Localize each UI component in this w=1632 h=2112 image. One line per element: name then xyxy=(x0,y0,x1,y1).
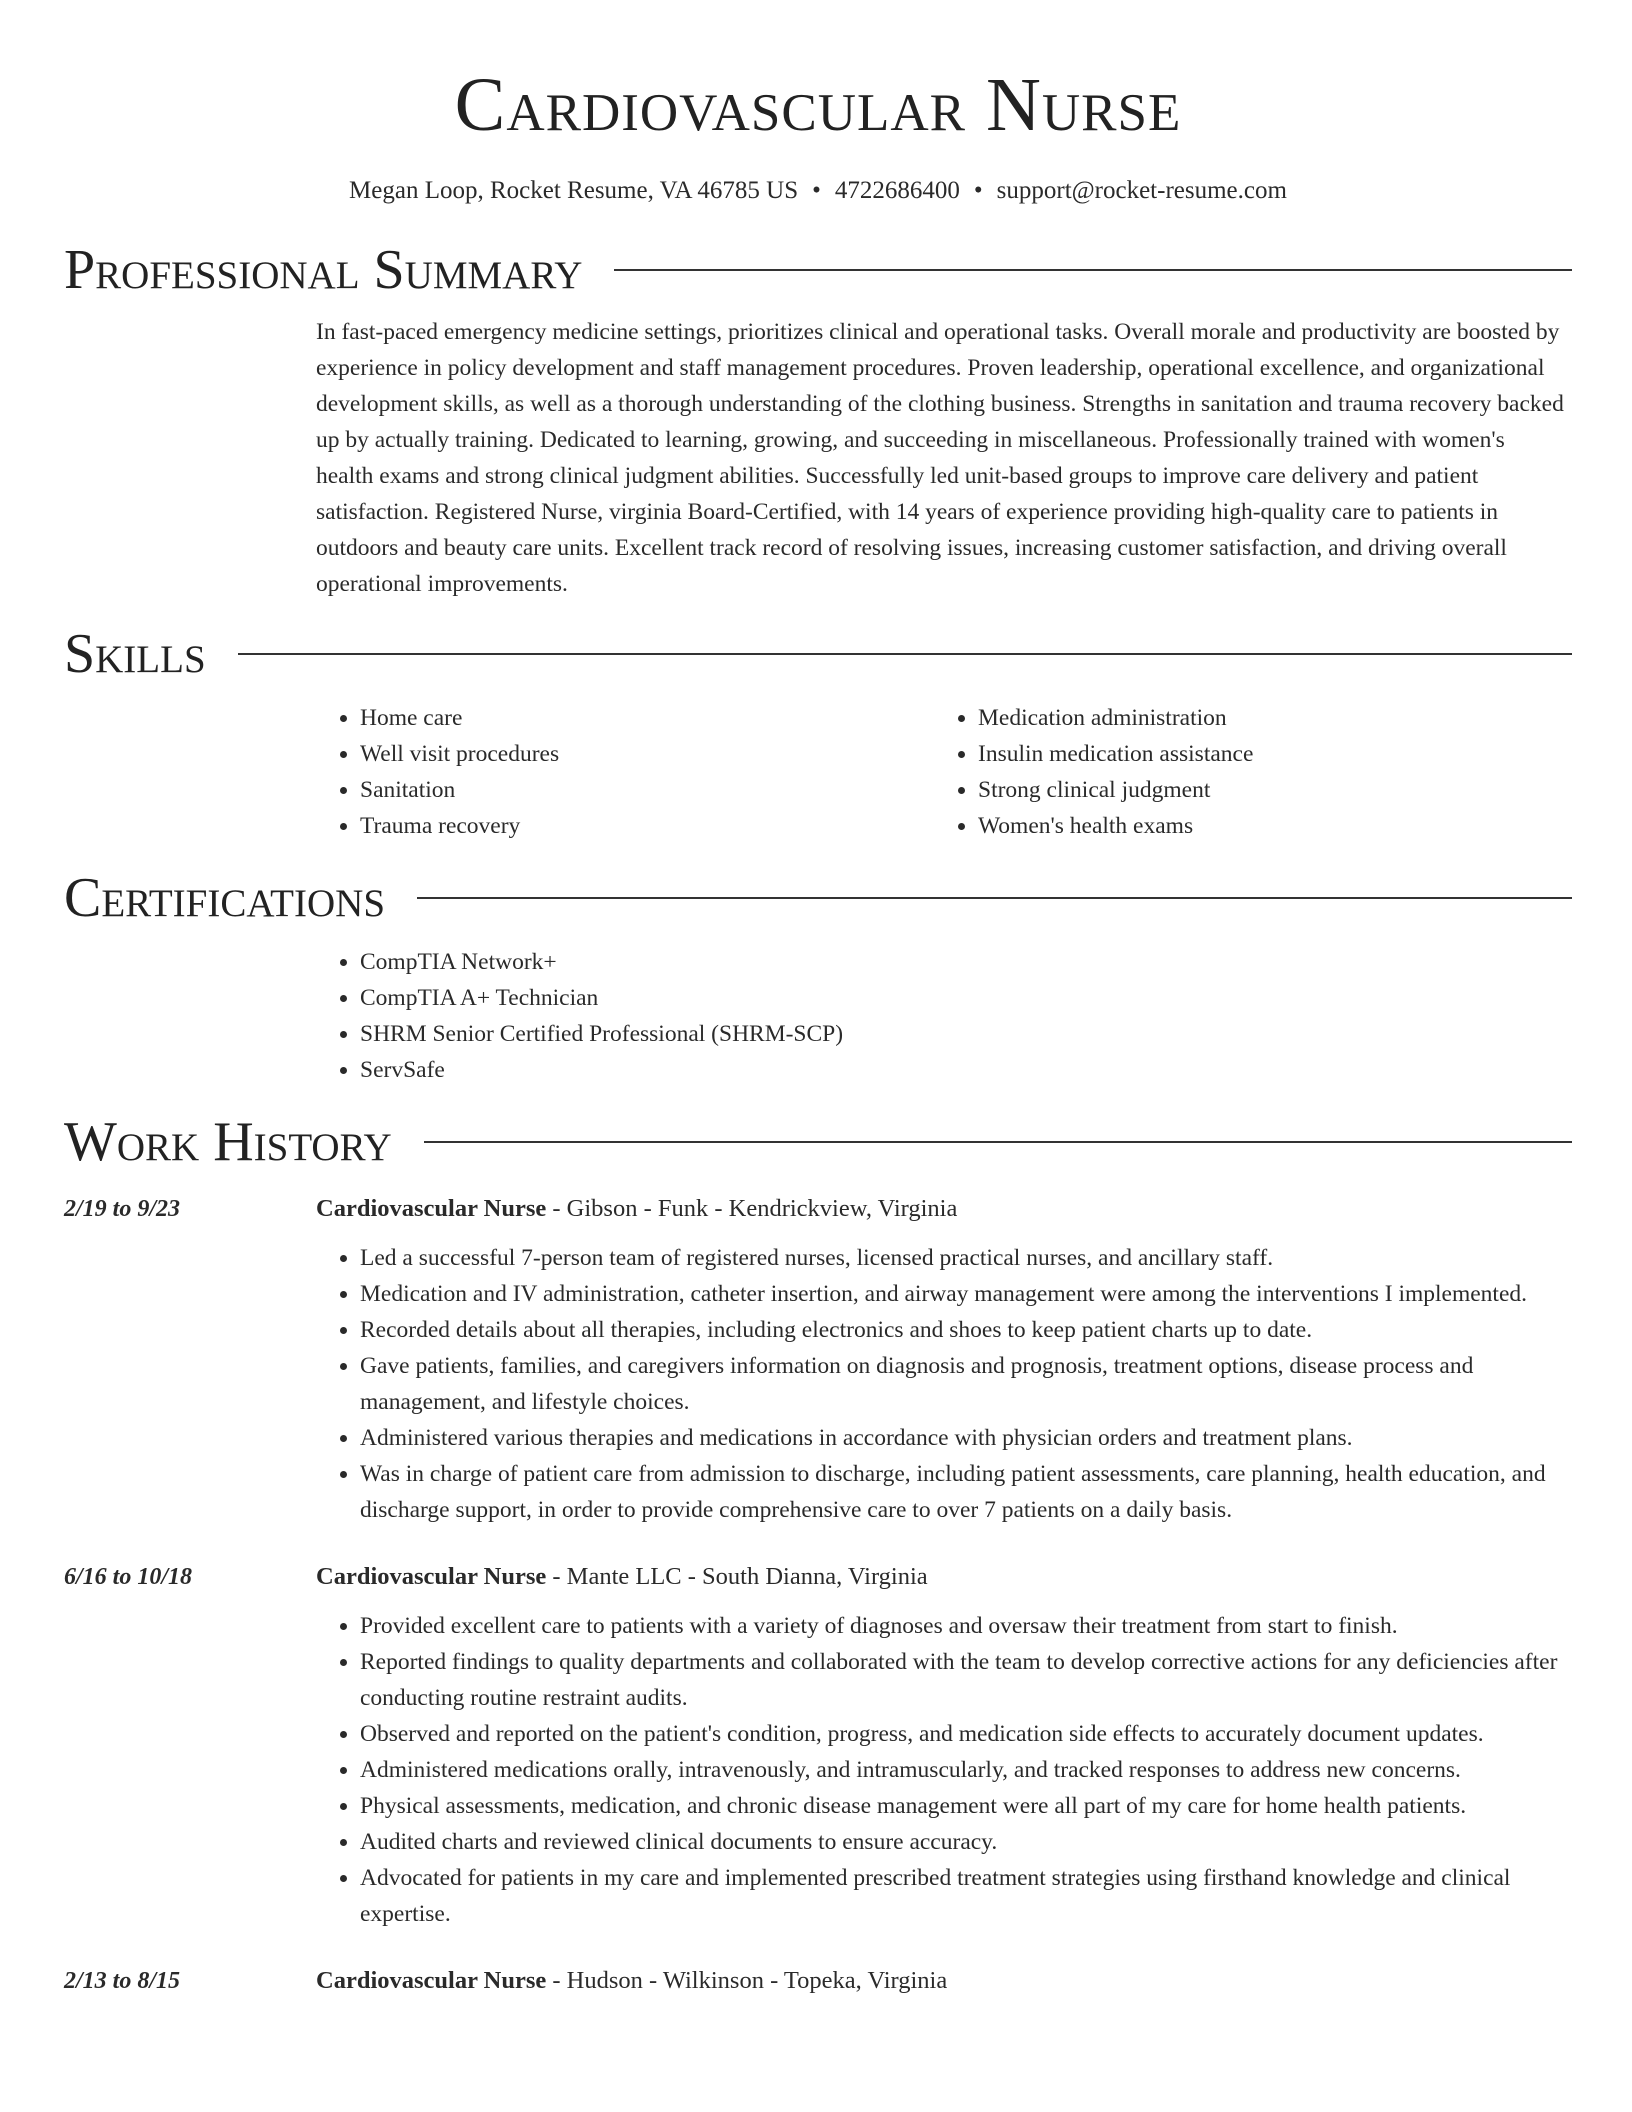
job-title: Cardiovascular Nurse xyxy=(316,1563,547,1590)
resume-page xyxy=(64,0,1572,2012)
skill-item: • Well visit procedures xyxy=(360,736,934,772)
contact-email: support@rocket-resume.com xyxy=(996,177,1287,204)
certification-item: • SHRM Senior Certified Professional (SHRM-SCP) xyxy=(360,1016,1572,1052)
skill-item: • Sanitation xyxy=(360,772,934,808)
job-bullet: • Physical assessments, medication, and chronic disease management were all part of my care for home health patients. xyxy=(360,1788,1572,1824)
job-bullets xyxy=(316,1240,1572,1528)
section-divider xyxy=(614,269,1572,271)
summary-heading: Professional Summary xyxy=(64,239,583,301)
skill-item: • Medication administration xyxy=(978,700,1552,736)
skills-header xyxy=(64,622,1572,686)
certifications-header xyxy=(64,866,1572,930)
work-history-heading: Work History xyxy=(64,1111,392,1173)
certification-item: • CompTIA A+ Technician xyxy=(360,980,1572,1016)
job-employer: - Mante LLC - South Dianna, Virginia xyxy=(546,1563,928,1590)
job-heading xyxy=(316,1190,1572,1228)
job-entry xyxy=(64,1962,1572,2012)
job-dates: 2/13 to 8/15 xyxy=(64,1968,181,1994)
summary-text: In fast-paced emergency medicine settings, prioritizes clinical and operational tasks. Overall morale and productivity are boosted by experience in policy development and staff management procedures. Proven leadership, operational excellence, and organizational development skills, as well as a thorough understanding of the clothing business. Strengths in sanitation and trauma recovery backed up by actually training. Dedicated to learning, growing, and succeeding in miscellaneous. Professionally trained with women's health exams and strong clinical judgment abilities. Successfully led unit-based groups to improve care delivery and patient satisfaction. Registered Nurse, virginia Board-Certified, with 14 years of experience providing high-quality care to patients in outdoors and beauty care units. Excellent track record of resolving issues, increasing customer satisfaction, and driving overall operational improvements. xyxy=(316,319,1564,597)
work-history-header xyxy=(64,1110,1572,1174)
job-bullet: • Reported findings to quality departments and collaborated with the team to develop corrective actions for any deficiencies after conducting routine restraint audits. xyxy=(360,1644,1572,1716)
contact-line xyxy=(64,174,1572,208)
contact-separator: • xyxy=(812,177,821,204)
job-bullet: • Advocated for patients in my care and implemented prescribed treatment strategies using firsthand knowledge and clinical expertise. xyxy=(360,1860,1572,1932)
job-bullet: • Audited charts and reviewed clinical documents to ensure accuracy. xyxy=(360,1824,1572,1860)
skills-section xyxy=(64,622,1572,844)
skills-column-right xyxy=(934,700,1552,844)
job-employer: - Hudson - Wilkinson - Topeka, Virginia xyxy=(546,1967,948,1994)
job-bullet: • Observed and reported on the patient's condition, progress, and medication side effects to accurately document updates. xyxy=(360,1716,1572,1752)
job-body xyxy=(316,1962,1572,2012)
job-bullet: • Recorded details about all therapies, including electronics and shoes to keep patient charts up to date. xyxy=(360,1312,1572,1348)
job-bullet: • Provided excellent care to patients with a variety of diagnoses and oversaw their treatment from start to finish. xyxy=(360,1608,1572,1644)
job-title: Cardiovascular Nurse xyxy=(316,1195,547,1222)
skill-item: • Trauma recovery xyxy=(360,808,934,844)
certifications-list xyxy=(316,944,1572,1088)
summary-section xyxy=(64,238,1572,602)
job-entry xyxy=(64,1190,1572,1528)
job-heading xyxy=(316,1558,1572,1596)
work-history-section xyxy=(64,1110,1572,2012)
job-dates: 2/19 to 9/23 xyxy=(64,1196,181,1222)
skills-heading: Skills xyxy=(64,623,206,685)
job-body xyxy=(316,1190,1572,1528)
job-bullet: • Administered medications orally, intravenously, and intramuscularly, and tracked responses to address new concerns. xyxy=(360,1752,1572,1788)
certifications-heading: Certifications xyxy=(64,867,386,929)
skills-grid xyxy=(316,700,1572,844)
certification-item: • ServSafe xyxy=(360,1052,1572,1088)
skills-column-left xyxy=(316,700,934,844)
job-dates: 6/16 to 10/18 xyxy=(64,1564,193,1590)
job-body xyxy=(316,1558,1572,1932)
skill-item: • Home care xyxy=(360,700,934,736)
contact-phone: 4722686400 xyxy=(834,177,960,204)
job-bullet: • Gave patients, families, and caregivers information on diagnosis and prognosis, treatment options, disease process and management, and lifestyle choices. xyxy=(360,1348,1572,1420)
job-entry xyxy=(64,1558,1572,1932)
job-bullets xyxy=(316,1608,1572,1932)
summary-header xyxy=(64,238,1572,302)
section-divider xyxy=(424,1141,1572,1143)
certifications-section xyxy=(64,866,1572,1088)
contact-separator: • xyxy=(973,177,983,204)
job-bullet: • Was in charge of patient care from admission to discharge, including patient assessments, care planning, health education, and discharge support, in order to provide comprehensive care to over 7 patients on a daily basis. xyxy=(360,1456,1572,1528)
section-divider xyxy=(238,653,1572,655)
certification-item: • CompTIA Network+ xyxy=(360,944,1572,980)
job-heading xyxy=(316,1962,1572,2000)
skill-item: • Women's health exams xyxy=(978,808,1552,844)
job-bullet: • Administered various therapies and medications in accordance with physician orders and treatment plans. xyxy=(360,1420,1572,1456)
job-bullet: • Medication and IV administration, catheter insertion, and airway management were among the interventions I implemented. xyxy=(360,1276,1572,1312)
job-employer: - Gibson - Funk - Kendrickview, Virginia xyxy=(546,1195,958,1222)
skill-item: • Strong clinical judgment xyxy=(978,772,1552,808)
job-title: Cardiovascular Nurse xyxy=(316,1967,547,1994)
skill-item: • Insulin medication assistance xyxy=(978,736,1552,772)
section-divider xyxy=(417,897,1572,899)
job-bullet: • Led a successful 7-person team of registered nurses, licensed practical nurses, and ancillary staff. xyxy=(360,1240,1572,1276)
resume-title: Cardiovascular Nurse xyxy=(454,63,1182,147)
contact-address: Megan Loop, Rocket Resume, VA 46785 US xyxy=(349,177,799,204)
